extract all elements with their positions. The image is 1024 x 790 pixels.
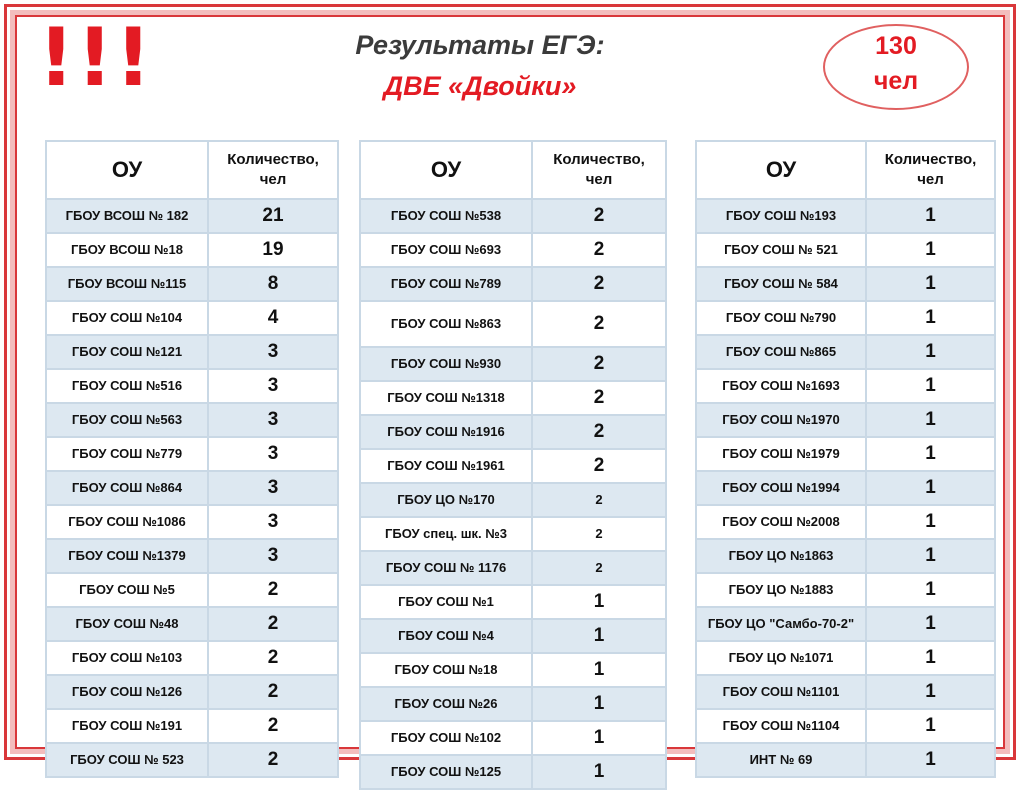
count-value: 3: [267, 409, 279, 430]
school-name: ГБОУ СОШ №1994: [722, 480, 840, 495]
table-row: [360, 233, 666, 267]
table-row: [46, 743, 338, 777]
count-value: 2: [595, 560, 603, 575]
count-value: 2: [593, 387, 605, 408]
count-value: 3: [267, 341, 279, 362]
school-name: ГБОУ ВСОШ № 182: [65, 208, 189, 223]
table-row: [696, 199, 995, 233]
school-name: ГБОУ спец. шк. №3: [384, 526, 507, 541]
count-cell: [866, 743, 995, 777]
table-row: [360, 551, 666, 585]
school-cell: [46, 471, 208, 505]
school-name: ГБОУ СОШ №864: [71, 480, 183, 495]
school-cell: [696, 607, 866, 641]
count-cell: [866, 641, 995, 675]
school-cell: [360, 199, 532, 233]
table-header-row: [696, 141, 995, 199]
school-name: ГБОУ СОШ №1693: [722, 378, 840, 393]
count-cell: [208, 709, 338, 743]
school-cell: [46, 369, 208, 403]
school-name: ГБОУ ВСОШ №18: [71, 242, 183, 257]
count-cell: [532, 199, 666, 233]
school-cell: [696, 301, 866, 335]
results-table-2: [359, 140, 667, 790]
table-row: [360, 585, 666, 619]
count-value: 1: [593, 761, 605, 782]
school-cell: [360, 267, 532, 301]
school-name: ГБОУ СОШ №1086: [68, 514, 186, 529]
count-cell: [208, 573, 338, 607]
count-value: 2: [267, 749, 279, 770]
school-cell: [696, 675, 866, 709]
count-value: 2: [593, 239, 605, 260]
school-name: ГБОУ ВСОШ №115: [67, 276, 187, 291]
count-cell: [208, 267, 338, 301]
count-value: 2: [267, 579, 279, 600]
school-name: ГБОУ ЦО "Самбо-70-2": [707, 616, 855, 631]
school-cell: [46, 607, 208, 641]
table-row: [360, 267, 666, 301]
count-value: 1: [925, 613, 936, 634]
count-value: 1: [925, 511, 936, 532]
table-row: [46, 709, 338, 743]
table-header-row: [46, 141, 338, 199]
table-row: [696, 267, 995, 301]
table-row: [696, 607, 995, 641]
count-value: 1: [593, 625, 605, 646]
school-name: ГБОУ СОШ №538: [390, 208, 502, 223]
school-cell: [360, 755, 532, 789]
school-name: ГБОУ СОШ №1101: [722, 684, 840, 699]
table-row: [46, 335, 338, 369]
count-cell: [532, 721, 666, 755]
school-name: ГБОУ СОШ №18: [394, 662, 498, 677]
count-cell: [532, 551, 666, 585]
school-cell: [360, 619, 532, 653]
results-table-3: [695, 140, 996, 778]
school-name: ГБОУ СОШ №1318: [387, 390, 505, 405]
table-row: [46, 199, 338, 233]
school-name: ГБОУ СОШ №102: [390, 730, 502, 745]
count-cell: [532, 381, 666, 415]
table-row: [360, 653, 666, 687]
school-name: ГБОУ ЦО №1863: [728, 548, 834, 563]
count-cell: [866, 199, 995, 233]
table-row: [360, 687, 666, 721]
count-cell: [866, 471, 995, 505]
school-name: ГБОУ СОШ №789: [390, 276, 502, 291]
school-cell: [696, 199, 866, 233]
school-name: ГБОУ СОШ № 1176: [385, 560, 507, 575]
table-row: [360, 721, 666, 755]
count-cell: [866, 539, 995, 573]
count-cell: [532, 687, 666, 721]
table-row: [360, 301, 666, 347]
header-count: [208, 141, 338, 199]
table-row: [46, 505, 338, 539]
count-value: 1: [925, 715, 936, 736]
school-cell: [360, 687, 532, 721]
school-cell: [360, 483, 532, 517]
table-row: [696, 709, 995, 743]
count-cell: [866, 301, 995, 335]
count-cell: [532, 653, 666, 687]
count-value: 4: [267, 307, 279, 328]
header-ou-label: ОУ: [765, 157, 797, 182]
table-row: [696, 743, 995, 777]
school-cell: [360, 551, 532, 585]
count-cell: [532, 347, 666, 381]
header-count-unit: чел: [917, 171, 944, 188]
school-name: ГБОУ СОШ №121: [71, 344, 183, 359]
count-cell: [208, 675, 338, 709]
table-row: [46, 233, 338, 267]
table-row: [360, 755, 666, 789]
table-header-row: [360, 141, 666, 199]
count-cell: [866, 505, 995, 539]
count-cell: [208, 301, 338, 335]
school-name: ГБОУ ЦО №1071: [728, 650, 834, 665]
count-value: 1: [593, 659, 605, 680]
school-name: ГБОУ СОШ №563: [71, 412, 183, 427]
school-cell: [360, 721, 532, 755]
school-cell: [696, 539, 866, 573]
count-value: 2: [267, 681, 279, 702]
count-cell: [208, 335, 338, 369]
school-name: ГБОУ СОШ №193: [725, 208, 837, 223]
school-cell: [696, 709, 866, 743]
table-row: [696, 573, 995, 607]
count-cell: [532, 301, 666, 347]
header-ou-label: ОУ: [111, 157, 143, 182]
count-value: 2: [593, 313, 605, 334]
table-row: [696, 403, 995, 437]
school-name: ГБОУ СОШ №779: [71, 446, 183, 461]
header-count-label: Количество,: [884, 150, 977, 168]
count-cell: [866, 335, 995, 369]
school-cell: [696, 641, 866, 675]
count-value: 3: [267, 443, 279, 464]
header-count: [532, 141, 666, 199]
table-row: [696, 369, 995, 403]
school-cell: [360, 301, 532, 347]
total-count-badge: [823, 24, 969, 110]
count-cell: [866, 437, 995, 471]
school-cell: [696, 573, 866, 607]
count-cell: [208, 437, 338, 471]
count-value: 2: [267, 613, 279, 634]
count-value: 1: [925, 579, 936, 600]
count-cell: [532, 517, 666, 551]
school-cell: [46, 743, 208, 777]
school-cell: [46, 267, 208, 301]
table-row: [46, 675, 338, 709]
school-name: ГБОУ ЦО №1883: [728, 582, 834, 597]
count-cell: [208, 505, 338, 539]
school-cell: [360, 517, 532, 551]
school-name: ГБОУ СОШ №5: [79, 582, 175, 597]
count-cell: [532, 585, 666, 619]
table-row: [696, 437, 995, 471]
table-row: [696, 301, 995, 335]
count-value: 3: [267, 545, 279, 566]
count-value: 1: [593, 727, 605, 748]
count-value: 1: [925, 647, 936, 668]
count-value: 2: [595, 526, 603, 541]
table-row: [46, 573, 338, 607]
table-row: [46, 369, 338, 403]
count-value: 1: [925, 341, 936, 362]
count-value: 8: [267, 273, 279, 294]
school-name: ГБОУ СОШ № 584: [724, 276, 838, 291]
count-cell: [866, 573, 995, 607]
table-row: [46, 267, 338, 301]
school-name: ГБОУ СОШ №930: [390, 356, 502, 371]
count-value: 1: [925, 205, 936, 226]
table-row: [696, 675, 995, 709]
count-value: 2: [267, 647, 279, 668]
header-count-unit: чел: [259, 171, 287, 188]
school-name: ГБОУ СОШ №1916: [387, 424, 505, 439]
table-row: [46, 539, 338, 573]
count-value: 2: [593, 205, 605, 226]
table-row: [360, 347, 666, 381]
header-count-label: Количество,: [227, 150, 319, 168]
table-row: [360, 415, 666, 449]
count-cell: [866, 675, 995, 709]
school-cell: [46, 505, 208, 539]
school-name: ИНТ № 69: [749, 752, 813, 767]
school-cell: [696, 471, 866, 505]
count-value: 3: [267, 511, 279, 532]
school-name: ГБОУ СОШ № 521: [724, 242, 838, 257]
table-row: [46, 471, 338, 505]
count-cell: [532, 755, 666, 789]
count-value: 2: [267, 715, 279, 736]
school-name: ГБОУ СОШ №103: [71, 650, 183, 665]
school-name: ГБОУ СОШ №1104: [722, 718, 840, 733]
header-count: [866, 141, 995, 199]
school-cell: [360, 347, 532, 381]
count-value: 2: [593, 273, 605, 294]
school-cell: [360, 381, 532, 415]
school-cell: [46, 301, 208, 335]
school-cell: [46, 539, 208, 573]
table-row: [46, 301, 338, 335]
count-value: 21: [262, 205, 284, 226]
count-value: 1: [925, 375, 936, 396]
header-ou: [46, 141, 208, 199]
school-cell: [46, 199, 208, 233]
count-value: 2: [593, 455, 605, 476]
school-name: ГБОУ СОШ №48: [75, 616, 179, 631]
header-count-unit: чел: [585, 171, 613, 188]
count-cell: [532, 415, 666, 449]
count-value: 2: [595, 492, 603, 507]
results-table-1: [45, 140, 339, 778]
count-value: 2: [593, 421, 605, 442]
count-cell: [532, 267, 666, 301]
school-name: ГБОУ СОШ №1979: [722, 446, 840, 461]
school-cell: [46, 709, 208, 743]
school-cell: [696, 267, 866, 301]
count-value: 1: [925, 273, 936, 294]
school-name: ГБОУ СОШ №1: [398, 594, 494, 609]
header-ou-label: ОУ: [430, 157, 462, 182]
school-name: ГБОУ СОШ №126: [71, 684, 183, 699]
table-row: [696, 539, 995, 573]
count-cell: [532, 449, 666, 483]
exclamation-marks: !!!: [38, 11, 154, 104]
school-name: ГБОУ СОШ №191: [71, 718, 183, 733]
school-cell: [46, 335, 208, 369]
count-value: 19: [262, 239, 284, 260]
school-cell: [360, 233, 532, 267]
count-cell: [866, 709, 995, 743]
count-cell: [208, 471, 338, 505]
table-row: [46, 437, 338, 471]
count-cell: [208, 369, 338, 403]
school-name: ГБОУ СОШ №1379: [68, 548, 186, 563]
school-cell: [696, 233, 866, 267]
count-value: 1: [925, 477, 936, 498]
count-cell: [866, 233, 995, 267]
count-cell: [866, 607, 995, 641]
school-name: ГБОУ СОШ №4: [398, 628, 494, 643]
school-name: ГБОУ СОШ №863: [390, 316, 502, 331]
table-row: [46, 403, 338, 437]
count-value: 3: [267, 375, 279, 396]
count-cell: [208, 403, 338, 437]
school-cell: [46, 573, 208, 607]
count-cell: [532, 619, 666, 653]
count-cell: [208, 641, 338, 675]
count-value: 1: [593, 693, 605, 714]
school-cell: [46, 403, 208, 437]
count-value: 1: [925, 443, 936, 464]
school-name: ГБОУ СОШ №865: [725, 344, 837, 359]
school-name: ГБОУ ЦО №170: [397, 492, 495, 507]
school-name: ГБОУ СОШ №26: [394, 696, 498, 711]
school-cell: [46, 641, 208, 675]
table-row: [360, 449, 666, 483]
school-cell: [696, 505, 866, 539]
school-cell: [46, 233, 208, 267]
school-cell: [696, 743, 866, 777]
count-cell: [866, 403, 995, 437]
school-cell: [696, 437, 866, 471]
school-cell: [360, 653, 532, 687]
table-row: [360, 199, 666, 233]
table-row: [360, 483, 666, 517]
count-value: 3: [267, 477, 279, 498]
total-count-value: 130: [875, 32, 917, 60]
table-row: [360, 619, 666, 653]
school-cell: [696, 403, 866, 437]
header-count-label: Количество,: [553, 150, 645, 168]
school-name: ГБОУ СОШ №516: [71, 378, 183, 393]
school-name: ГБОУ СОШ №125: [390, 764, 502, 779]
table-row: [696, 505, 995, 539]
school-name: ГБОУ СОШ №1961: [387, 458, 505, 473]
count-cell: [532, 233, 666, 267]
table-row: [360, 517, 666, 551]
school-cell: [46, 437, 208, 471]
school-cell: [696, 335, 866, 369]
header-ou: [696, 141, 866, 199]
count-value: 1: [925, 749, 936, 770]
school-cell: [46, 675, 208, 709]
count-cell: [532, 483, 666, 517]
school-name: ГБОУ СОШ №2008: [722, 514, 840, 529]
total-count-unit: чел: [873, 67, 919, 95]
school-cell: [360, 585, 532, 619]
count-value: 1: [925, 409, 936, 430]
school-name: ГБОУ СОШ №1970: [722, 412, 840, 427]
table-row: [46, 607, 338, 641]
table-row: [696, 641, 995, 675]
table-row: [696, 471, 995, 505]
school-name: ГБОУ СОШ № 523: [70, 752, 184, 767]
slide-subtitle: ДВЕ «Двойки»: [383, 71, 577, 101]
count-cell: [208, 607, 338, 641]
table-row: [360, 381, 666, 415]
school-cell: [360, 415, 532, 449]
count-value: 2: [593, 353, 605, 374]
count-cell: [208, 233, 338, 267]
count-value: 1: [925, 239, 936, 260]
school-name: ГБОУ СОШ №693: [390, 242, 502, 257]
count-cell: [208, 743, 338, 777]
header-ou: [360, 141, 532, 199]
count-value: 1: [925, 681, 936, 702]
count-value: 1: [593, 591, 605, 612]
school-cell: [360, 449, 532, 483]
count-cell: [208, 199, 338, 233]
table-row: [696, 233, 995, 267]
school-name: ГБОУ СОШ №790: [725, 310, 837, 325]
slide-title: Результаты ЕГЭ:: [355, 30, 605, 60]
count-cell: [208, 539, 338, 573]
count-value: 1: [925, 545, 936, 566]
count-cell: [866, 267, 995, 301]
table-row: [46, 641, 338, 675]
school-cell: [696, 369, 866, 403]
count-cell: [866, 369, 995, 403]
count-value: 1: [925, 307, 936, 328]
table-row: [696, 335, 995, 369]
school-name: ГБОУ СОШ №104: [71, 310, 183, 325]
